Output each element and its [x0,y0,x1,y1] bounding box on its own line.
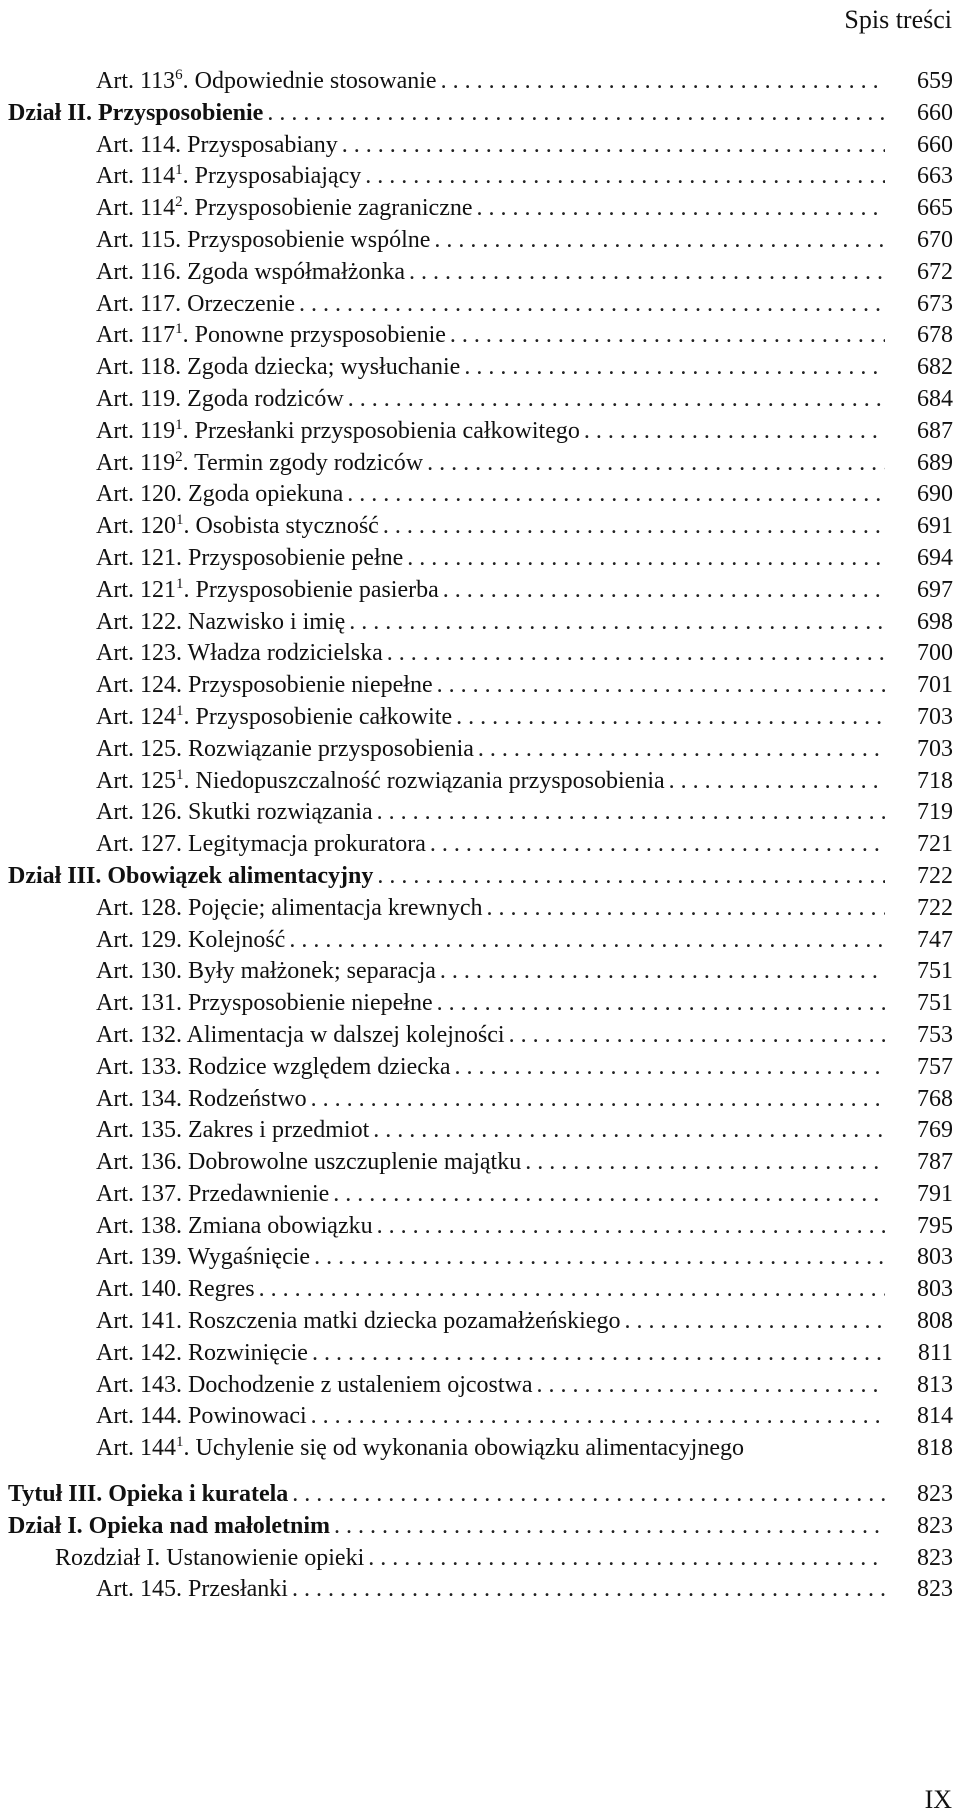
toc-entry[interactable] [8,988,953,1020]
toc-entry[interactable] [8,1147,953,1179]
toc-entry-title [96,543,403,575]
dot-leader [348,384,885,416]
toc-entry-title [96,734,474,766]
toc-entry-page: 823 [917,1512,953,1539]
toc-entry-title [96,797,373,829]
toc-entry-label: Art. 131. Przysposobienie niepełne [96,990,433,1017]
toc-entry-label: Art. 130. Były małżonek; separacja [96,958,436,985]
toc-entry-title [96,1401,307,1433]
toc-entry-page: 659 [917,68,953,94]
toc-entry-page: 722 [917,862,953,889]
dot-leader [437,988,885,1020]
toc-entry-superscript: 1 [176,575,184,592]
toc-entry-label: Art. 125. Rozwiązanie przysposobienia [96,735,474,762]
dot-leader [427,448,885,480]
toc-entry-title [96,1147,521,1179]
toc-entry-title [96,289,295,321]
toc-entry-title [96,1274,255,1306]
toc-entry[interactable] [8,638,953,670]
dot-leader [334,1511,885,1543]
toc-entry-label: Art. 117. Orzeczenie [96,290,296,317]
toc-entry-label: Art. 119 [96,417,176,444]
toc-entry-superscript: 1 [175,321,183,338]
toc-entry-label: Art. 129. Kolejność [96,926,286,953]
toc-entry[interactable] [8,479,953,511]
toc-entry-page: 803 [917,1244,953,1271]
toc-entry-title [96,925,285,957]
toc-entry-page: 700 [917,640,953,667]
toc-entry-page: 753 [917,1021,953,1048]
toc-entry-page: 818 [917,1435,953,1462]
dot-leader [669,766,885,798]
toc-entry-page: 660 [917,99,953,126]
toc-entry-page: 697 [917,576,953,603]
dot-leader [349,607,885,639]
toc-entry-title [96,1084,307,1116]
toc-entry-page: 672 [917,258,953,285]
toc-entry-title [96,130,338,162]
toc-entry-label: Art. 119. Zgoda rodziców [96,385,344,412]
toc-entry-title [96,161,361,193]
dot-leader [434,225,885,257]
dot-leader [347,479,885,511]
toc-entry[interactable] [8,193,953,225]
dot-leader [333,1179,885,1211]
toc-entry-page: 663 [917,163,953,190]
toc-entry-page: 721 [917,831,953,858]
toc-entry-label: Art. 115. Przysposobienie wspólne [96,226,431,253]
toc-entry-title [55,1543,364,1575]
toc-entry-label: Art. 119 [96,449,176,476]
toc-entry[interactable] [8,416,953,448]
toc-entry-title [96,829,426,861]
toc-entry-page: 689 [917,449,953,476]
toc-entry-label: Art. 128. Pojęcie; alimentacja krewnych [96,894,483,921]
dot-leader [477,193,886,225]
toc-entry-title [96,384,344,416]
toc-entry[interactable] [8,956,953,988]
toc-entry-label-rest: . Przysposabiający [182,163,362,190]
dot-leader [292,1574,885,1606]
toc-entry-label: Art. 125 [96,767,176,794]
toc-entry-page: 691 [917,513,953,540]
dot-leader [377,1211,885,1243]
toc-entry[interactable] [8,702,953,734]
dot-leader [464,352,885,384]
dot-leader [455,1052,885,1084]
dot-leader [487,893,885,925]
toc-entry-page: 823 [917,1576,953,1603]
toc-entry-page: 690 [917,481,953,508]
toc-entry-page: 673 [917,290,953,317]
toc-entry-title [96,1020,505,1052]
toc-entry-label: Art. 121 [96,576,176,603]
dot-leader [311,1401,885,1433]
toc-entry[interactable] [8,1020,953,1052]
toc-entry[interactable] [8,1401,953,1433]
toc-entry-page: 769 [917,1117,953,1144]
toc-entry[interactable] [8,1052,953,1084]
dot-leader [584,416,885,448]
dot-leader [311,1084,885,1116]
toc-entry-page: 687 [917,417,953,444]
toc-entry-page: 795 [917,1212,953,1239]
toc-entry[interactable] [8,543,953,575]
toc-entry-title [96,956,436,988]
toc-entry-title [8,1511,330,1543]
toc-entry-superscript: 1 [175,416,183,433]
toc-entry-label-rest: . Osobista styczność [183,513,379,540]
toc-entry-label: Art. 120. Zgoda opiekuna [96,481,344,508]
dot-leader [365,161,885,193]
toc-entry[interactable] [8,257,953,289]
toc-entry-page: 813 [917,1371,953,1398]
dot-leader [443,575,885,607]
toc-entry-label: Art. 114. Przysposabiany [96,131,338,158]
toc-entry[interactable] [8,575,953,607]
toc-entry-title [96,893,483,925]
dot-leader [314,1242,885,1274]
toc-entry-label: Art. 134. Rodzeństwo [96,1085,307,1112]
toc-entry-label: Art. 117 [96,322,176,349]
toc-entry[interactable] [8,1179,953,1211]
toc-entry-title [8,1479,288,1511]
toc-entry-label: Art. 140. Regres [96,1276,255,1303]
toc-entry-superscript: 1 [176,512,184,529]
toc-entry-title [96,607,345,639]
dot-leader [373,1115,885,1147]
toc-entry[interactable] [8,893,953,925]
dot-leader [259,1274,885,1306]
toc-entry-label-rest: . Przysposobienie pasierba [183,576,439,603]
toc-entry-page: 703 [917,735,953,762]
dot-leader [409,257,885,289]
toc-entry[interactable] [8,829,953,861]
toc-entry-superscript: 1 [176,766,184,783]
toc-entry[interactable] [8,1242,953,1274]
toc-entry-label-rest: . Odpowiednie stosowanie [182,68,437,94]
toc-entry-page: 751 [917,958,953,985]
toc-entry-title [96,638,383,670]
toc-entry-label: Art. 135. Zakres i przedmiot [96,1117,370,1144]
toc-entry-page: 722 [917,894,953,921]
toc-entry-page: 823 [917,1481,953,1508]
toc-entry-superscript: 2 [175,448,183,465]
dot-leader [407,543,885,575]
dot-leader [377,861,885,893]
toc-entry[interactable] [8,1511,953,1543]
toc-entry-title [96,1115,369,1147]
toc-entry[interactable] [8,766,953,798]
toc-entry-page: 814 [917,1403,953,1430]
running-header: Spis treści [844,5,952,34]
toc-entry-superscript: 2 [175,194,183,211]
toc-entry[interactable] [8,1115,953,1147]
toc-entry-label: Art. 118. Zgoda dziecka; wysłuchanie [96,354,461,381]
toc-entry-superscript: 6 [175,67,183,83]
toc-entry-label: Art. 145. Przesłanki [96,1576,288,1603]
toc-entry[interactable] [8,1306,953,1338]
toc-entry-page: 757 [917,1053,953,1080]
dot-leader [624,1306,885,1338]
toc-entry-title [96,670,433,702]
toc-entry-label: Art. 124 [96,703,176,730]
toc-entry-page: 694 [917,544,953,571]
toc-entry-label: Art. 133. Rodzice względem dziecka [96,1053,451,1080]
toc-entry-label-rest: . Uchylenie się od wykonania obowiązku alimentacyjnego [183,1435,744,1462]
toc-entry-label: Art. 116. Zgoda współmałżonka [96,258,406,285]
dot-leader [441,66,885,98]
toc-entry-title [96,766,665,798]
toc-entry-page: 670 [917,226,953,253]
toc-entry-title [96,257,405,289]
toc-entry-title [96,1306,620,1338]
toc-entry[interactable] [8,925,953,957]
dot-leader [387,638,885,670]
toc-entry[interactable] [8,320,953,352]
toc-entry[interactable] [8,1211,953,1243]
toc-entry-page: 660 [917,131,953,158]
toc-entry-label: Art. 127. Legitymacja prokuratora [96,831,426,858]
toc-entry-label: Art. 122. Nazwisko i imię [96,608,346,635]
toc-entry[interactable] [8,1084,953,1116]
toc-entry-label: Art. 144. Powinowaci [96,1403,307,1430]
dot-leader [450,320,885,352]
toc-entry-title [96,511,379,543]
toc-entry-superscript: 1 [176,1434,184,1451]
dot-leader [368,1543,885,1575]
dot-leader [525,1147,885,1179]
toc-entry-page: 808 [917,1308,953,1335]
toc-entry-page: 823 [917,1544,953,1571]
toc-entry-title [96,1052,451,1084]
toc-entry-label: Art. 137. Przedawnienie [96,1180,330,1207]
toc-entry-title [8,98,263,130]
toc-entry-label: Art. 121. Przysposobienie pełne [96,544,404,571]
toc-entry-page: 747 [917,926,953,953]
toc-entry-superscript: 1 [175,162,183,179]
toc-entry-title [96,448,423,480]
dot-leader [437,670,885,702]
toc-entry[interactable] [8,1370,953,1402]
dot-leader [430,829,885,861]
toc-entry-label: Art. 141. Roszczenia matki dziecka pozamałżeńskiego [96,1308,621,1335]
toc-entry[interactable] [8,352,953,384]
dot-leader [299,289,885,321]
dot-leader [289,925,885,957]
toc-entry-label: Art. 132. Alimentacja w dalszej kolejności [96,1021,505,1048]
toc-entry-label: Art. 138. Zmiana obowiązku [96,1212,373,1239]
dot-leader [478,734,885,766]
toc-entry-page: 698 [917,608,953,635]
toc-entry-title [96,225,430,257]
toc-entry-page: 791 [917,1180,953,1207]
toc-entry[interactable] [8,670,953,702]
toc-entry-title [96,66,437,98]
toc-entry[interactable] [8,1433,953,1465]
toc-entry-label: Art. 136. Dobrowolne uszczuplenie majątku [96,1149,522,1176]
dot-leader [383,511,885,543]
toc-entry-title [96,193,473,225]
toc-entry[interactable] [8,384,953,416]
toc-entry-label: Art. 124. Przysposobienie niepełne [96,672,433,699]
toc-entry-title [96,479,343,511]
toc-entry-title [96,988,433,1020]
toc-entry-label-rest: . Ponowne przysposobienie [182,322,446,349]
toc-entry-title [96,1242,310,1274]
toc-entry-page: 701 [917,672,953,699]
toc-entry[interactable] [8,1543,953,1575]
dot-leader [292,1479,885,1511]
toc-entry-label: Rozdział I. Ustanowienie opieki [55,1544,365,1571]
toc-entry-label: Art. 114 [96,195,176,222]
toc-entry-page: 719 [917,799,953,826]
toc-entry-page: 678 [917,322,953,349]
toc-entry[interactable] [8,1274,953,1306]
toc-entry-label: Dział III. Obowiązek alimentacyjny [8,862,374,889]
toc-entry[interactable] [8,130,953,162]
dot-leader [312,1338,885,1370]
dot-leader [342,130,885,162]
toc-entry[interactable] [8,511,953,543]
toc-entry[interactable] [8,98,953,130]
toc-entry-title [96,1338,308,1370]
dot-leader [440,956,885,988]
toc-entry-page: 787 [917,1149,953,1176]
dot-leader [537,1370,885,1402]
toc-entry-title [96,352,460,384]
toc-entry-title [96,1574,288,1606]
page-number: IX [924,1785,952,1814]
dot-leader [509,1020,885,1052]
toc-entry[interactable] [8,161,953,193]
toc-entry-label: Dział I. Opieka nad małoletnim [8,1512,331,1539]
toc-entry-title [96,702,452,734]
toc-entry-label: Art. 123. Władza rodzicielska [96,640,383,667]
toc-entry-page: 751 [917,990,953,1017]
toc-entry-label: Art. 142. Rozwinięcie [96,1339,308,1366]
toc-entry[interactable] [8,448,953,480]
toc-entry-superscript: 1 [176,702,184,719]
toc-entry[interactable] [8,861,953,893]
toc-entry-title [96,1433,744,1465]
toc-entry-label-rest: . Przysposobienie zagraniczne [182,195,473,222]
toc-entry-title [96,416,580,448]
toc-entry-page: 684 [917,385,953,412]
toc-entry-label: Art. 120 [96,513,176,540]
toc-entry-label: Tytuł III. Opieka i kuratela [8,1481,289,1508]
toc-entry-label: Dział II. Przysposobienie [8,99,264,126]
toc-entry-label-rest: . Termin zgody rodziców [182,449,424,476]
toc-entry[interactable] [8,1574,953,1606]
toc-entry[interactable] [8,607,953,639]
toc-entry-label-rest: . Przysposobienie całkowite [183,703,453,730]
toc-entry-page: 803 [917,1276,953,1303]
toc-entry-page: 703 [917,703,953,730]
toc-entry[interactable] [8,225,953,257]
toc-entry-title [96,1179,329,1211]
toc-entry-label: Art. 144 [96,1435,176,1462]
toc-entry-page: 665 [917,195,953,222]
toc-entry-title [96,320,446,352]
toc-entry-label: Art. 139. Wygaśnięcie [96,1244,311,1271]
toc-entry-label-rest: . Niedopuszczalność rozwiązania przysposobienia [183,767,665,794]
toc-entry-label-rest: . Przesłanki przysposobienia całkowitego [182,417,580,444]
toc-entry[interactable] [8,1479,953,1511]
dot-leader [377,797,885,829]
toc-entry-title [8,861,373,893]
toc-entry-page: 811 [917,1339,953,1366]
toc-entry[interactable] [8,66,953,98]
toc-entry[interactable] [8,1338,953,1370]
toc-entry-title [96,575,439,607]
toc-entry-title [96,1211,373,1243]
toc-entry-title [96,1370,533,1402]
toc-entry-page: 768 [917,1085,953,1112]
toc-entry-page: 682 [917,354,953,381]
toc-entry[interactable] [8,289,953,321]
toc-entry-label: Art. 114 [96,163,176,190]
toc-entry-label: Art. 143. Dochodzenie z ustaleniem ojcostwa [96,1371,533,1398]
dot-leader [267,98,885,130]
toc-entry[interactable] [8,797,953,829]
toc-entry-label: Art. 113 [96,68,176,94]
toc-entry[interactable] [8,734,953,766]
toc-entry-page: 718 [917,767,953,794]
dot-leader [456,702,885,734]
table-of-contents [8,66,953,1606]
toc-entry-label: Art. 126. Skutki rozwiązania [96,799,373,826]
